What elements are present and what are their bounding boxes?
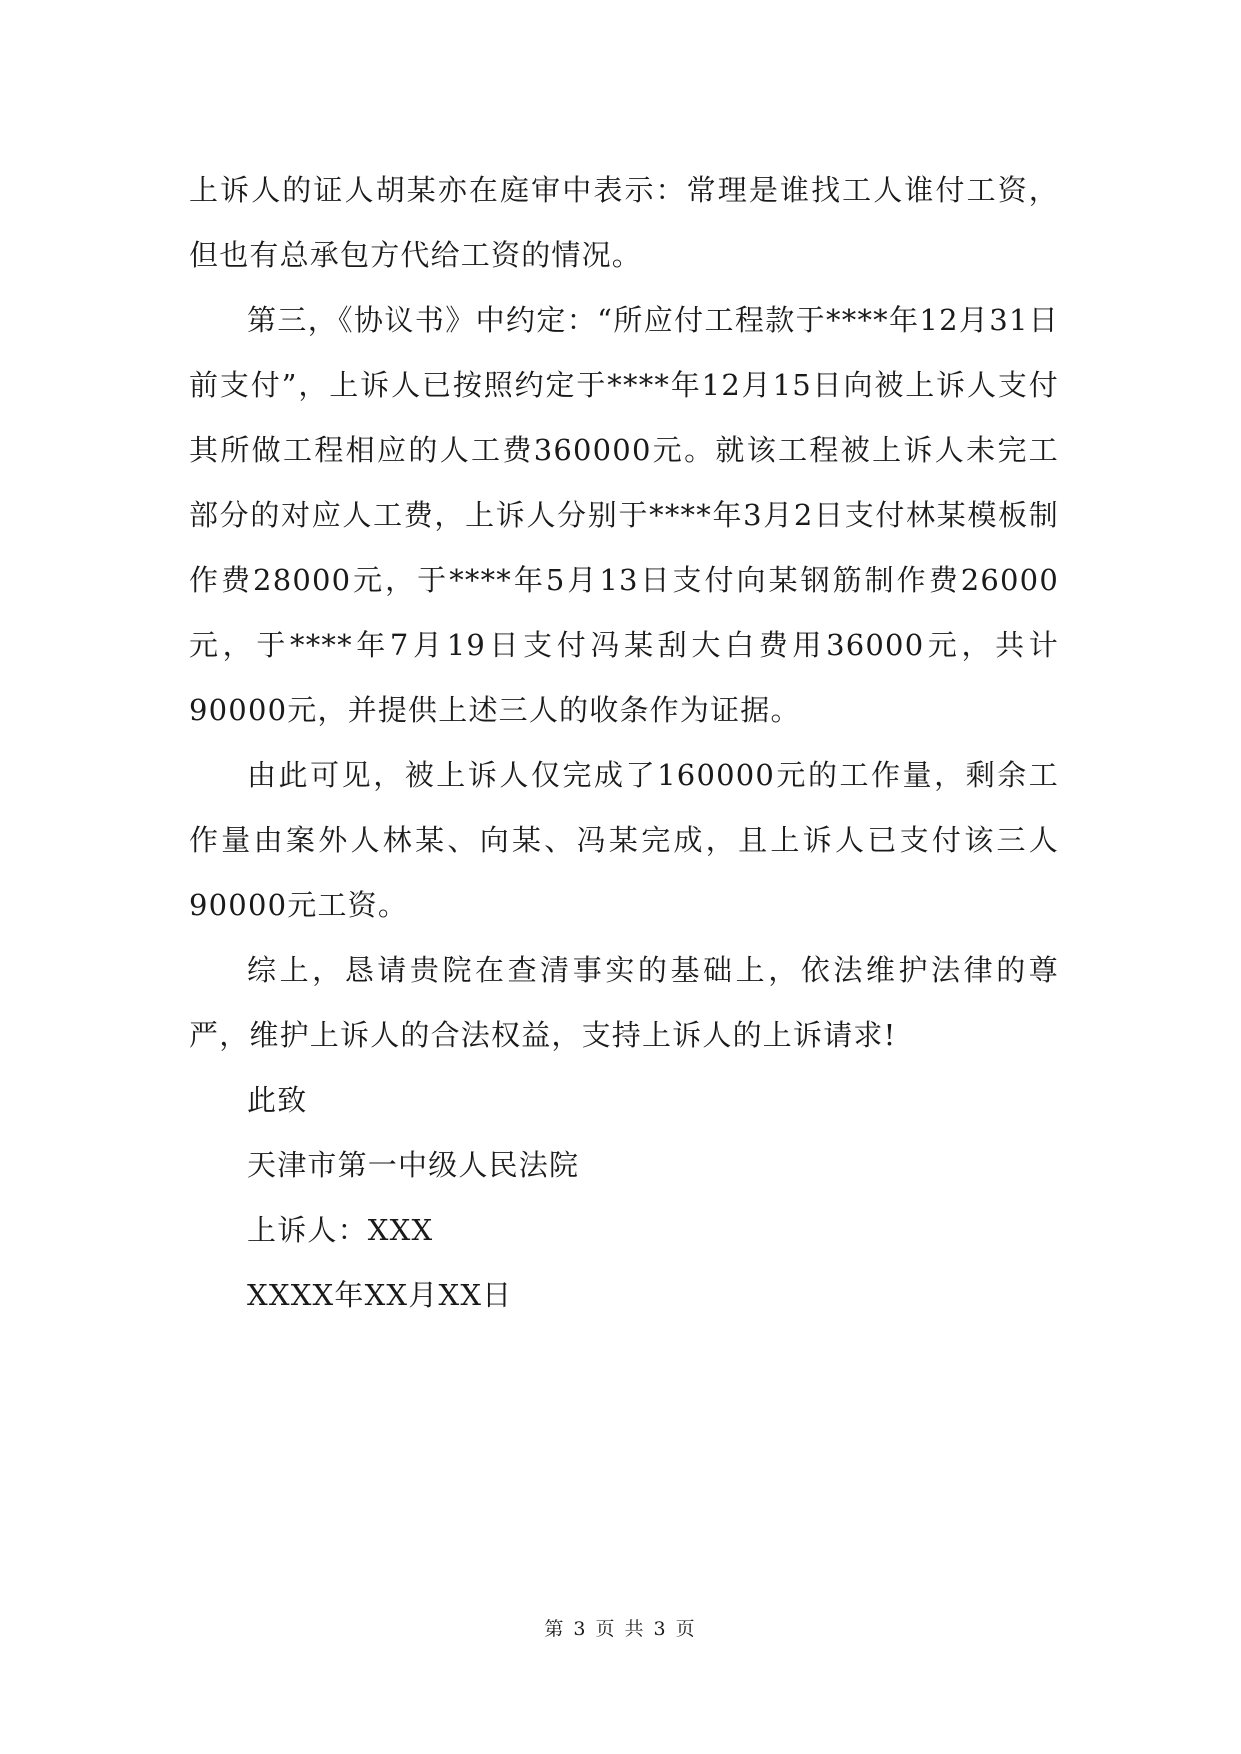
closing-court-name: 天津市第一中级人民法院	[247, 1148, 580, 1182]
paragraph-conclusion-workload: 由此可见，被上诉人仅完成了160000元的工作量，剩余工作量由案外人林某、向某、冯某完成，且上诉人已支付该三人90000元工资。	[189, 758, 1059, 922]
document-body	[189, 158, 1059, 1328]
closing-date: XXXX年XX月XX日	[247, 1278, 513, 1312]
page-number-footer: 第 3 页 共 3 页	[544, 1618, 697, 1640]
closing-salutation: 此致	[247, 1083, 308, 1117]
paragraph-summary-request: 综上，恳请贵院在查清事实的基础上，依法维护法律的尊严，维护上诉人的合法权益，支持上诉人的上诉请求!	[189, 953, 1059, 1052]
closing-appellant: 上诉人：XXX	[247, 1213, 434, 1247]
paragraph-agreement-payments: 第三，《协议书》中约定：“所应付工程款于****年12月31日前支付”，上诉人已按照约定于****年12月15日向被上诉人支付其所做工程相应的人工费360000元。就该工程被上诉人未完工部分的对应人工费，上诉人分别于****年3月2日支付林某模板制作费28000元，于****年5月13日支付向某钢筋制作费26000元，于****年7月19日支付冯某刮大白费用36000元，共计90000元，并提供上述三人的收条作为证据。	[189, 303, 1059, 727]
paragraph-witness-statement: 上诉人的证人胡某亦在庭审中表示：常理是谁找工人谁付工资，但也有总承包方代给工资的情况。	[189, 173, 1059, 272]
